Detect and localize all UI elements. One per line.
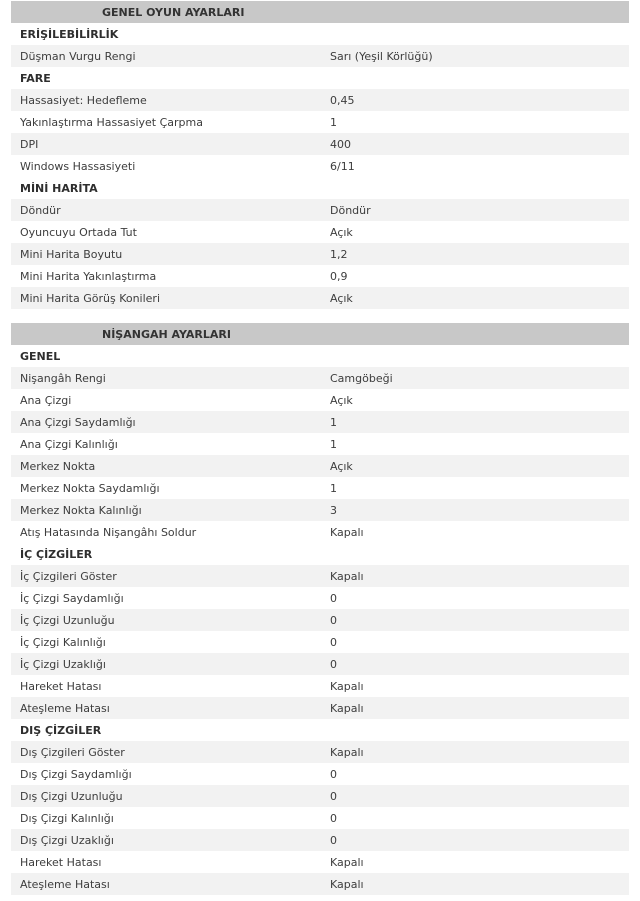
setting-name: Ana Çizgi [11, 389, 321, 411]
section-header-row [11, 719, 629, 741]
setting-value: Kapalı [321, 741, 629, 763]
section-header: FARE [11, 67, 629, 89]
setting-value: Kapalı [321, 851, 629, 873]
setting-value: Döndür [321, 199, 629, 221]
section-header: MİNİ HARİTA [11, 177, 629, 199]
table-row [11, 89, 629, 111]
table-row [11, 133, 629, 155]
table-row [11, 265, 629, 287]
setting-value: 0 [321, 763, 629, 785]
table-row [11, 221, 629, 243]
table-row [11, 521, 629, 543]
table-row [11, 785, 629, 807]
setting-value: Açık [321, 221, 629, 243]
setting-value: Açık [321, 455, 629, 477]
setting-value: 0 [321, 609, 629, 631]
setting-name: Nişangâh Rengi [11, 367, 321, 389]
setting-name: Mini Harita Yakınlaştırma [11, 265, 321, 287]
setting-value: 400 [321, 133, 629, 155]
setting-name: Ana Çizgi Kalınlığı [11, 433, 321, 455]
setting-value: Açık [321, 287, 629, 309]
setting-value: Kapalı [321, 675, 629, 697]
setting-name: Düşman Vurgu Rengi [11, 45, 321, 67]
setting-name: Hareket Hatası [11, 675, 321, 697]
setting-name: Ateşleme Hatası [11, 697, 321, 719]
table-title-cell [11, 323, 629, 345]
setting-value: Kapalı [321, 565, 629, 587]
table-row [11, 477, 629, 499]
table-row [11, 155, 629, 177]
setting-value: 0 [321, 807, 629, 829]
setting-name: Dış Çizgileri Göster [11, 741, 321, 763]
setting-name: İç Çizgi Uzunluğu [11, 609, 321, 631]
setting-value: 0 [321, 587, 629, 609]
general-game-settings-table [11, 1, 629, 309]
setting-name: Dış Çizgi Uzunluğu [11, 785, 321, 807]
table-title-cell [11, 1, 629, 23]
table-row [11, 697, 629, 719]
setting-value: Kapalı [321, 697, 629, 719]
table-row [11, 631, 629, 653]
setting-name: Merkez Nokta [11, 455, 321, 477]
setting-name: Ana Çizgi Saydamlığı [11, 411, 321, 433]
setting-name: DPI [11, 133, 321, 155]
section-header: ERİŞİLEBİLİRLİK [11, 23, 629, 45]
table-row [11, 199, 629, 221]
crosshair-settings-table [11, 323, 629, 895]
table-row [11, 609, 629, 631]
setting-value: 0 [321, 631, 629, 653]
setting-name: Ateşleme Hatası [11, 873, 321, 895]
section-header-row [11, 67, 629, 89]
setting-value: 1 [321, 111, 629, 133]
table-row [11, 565, 629, 587]
setting-name: İç Çizgi Kalınlığı [11, 631, 321, 653]
setting-value: 1 [321, 477, 629, 499]
setting-name: Merkez Nokta Kalınlığı [11, 499, 321, 521]
setting-name: Windows Hassasiyeti [11, 155, 321, 177]
table-row [11, 455, 629, 477]
section-header: İÇ ÇİZGİLER [11, 543, 629, 565]
setting-name: Mini Harita Boyutu [11, 243, 321, 265]
setting-name: Mini Harita Görüş Konileri [11, 287, 321, 309]
table-row [11, 367, 629, 389]
setting-name: Atış Hatasında Nişangâhı Soldur [11, 521, 321, 543]
setting-value: Kapalı [321, 521, 629, 543]
table-row [11, 741, 629, 763]
setting-value: Kapalı [321, 873, 629, 895]
setting-value: 0 [321, 785, 629, 807]
setting-value: 0,45 [321, 89, 629, 111]
table-row [11, 389, 629, 411]
setting-value: 3 [321, 499, 629, 521]
setting-value: 0 [321, 653, 629, 675]
table-row [11, 675, 629, 697]
setting-value: 1 [321, 433, 629, 455]
table-row [11, 45, 629, 67]
table-row [11, 587, 629, 609]
table-title: GENEL OYUN AYARLARI [102, 5, 245, 19]
table-title-row [11, 1, 629, 23]
setting-name: Döndür [11, 199, 321, 221]
setting-value: 0 [321, 829, 629, 851]
section-header-row [11, 345, 629, 367]
section-header-row [11, 23, 629, 45]
table-row [11, 829, 629, 851]
table-row [11, 433, 629, 455]
setting-name: İç Çizgileri Göster [11, 565, 321, 587]
setting-name: İç Çizgi Saydamlığı [11, 587, 321, 609]
setting-name: İç Çizgi Uzaklığı [11, 653, 321, 675]
setting-name: Yakınlaştırma Hassasiyet Çarpma [11, 111, 321, 133]
setting-name: Merkez Nokta Saydamlığı [11, 477, 321, 499]
table-row [11, 851, 629, 873]
setting-value: 1,2 [321, 243, 629, 265]
setting-value: 1 [321, 411, 629, 433]
table-row [11, 411, 629, 433]
section-header-row [11, 543, 629, 565]
table-title-row [11, 323, 629, 345]
table-title: NİŞANGAH AYARLARI [102, 327, 231, 341]
setting-name: Dış Çizgi Kalınlığı [11, 807, 321, 829]
table-row [11, 653, 629, 675]
setting-value: Açık [321, 389, 629, 411]
table-row [11, 873, 629, 895]
section-header-row [11, 177, 629, 199]
setting-name: Dış Çizgi Saydamlığı [11, 763, 321, 785]
setting-value: 6/11 [321, 155, 629, 177]
table-row [11, 111, 629, 133]
setting-name: Hareket Hatası [11, 851, 321, 873]
section-header: GENEL [11, 345, 629, 367]
setting-name: Hassasiyet: Hedefleme [11, 89, 321, 111]
table-row [11, 287, 629, 309]
setting-value: 0,9 [321, 265, 629, 287]
setting-value: Sarı (Yeşil Körlüğü) [321, 45, 629, 67]
setting-name: Dış Çizgi Uzaklığı [11, 829, 321, 851]
section-header: DIŞ ÇİZGİLER [11, 719, 629, 741]
table-row [11, 763, 629, 785]
table-row [11, 807, 629, 829]
table-row [11, 499, 629, 521]
setting-name: Oyuncuyu Ortada Tut [11, 221, 321, 243]
table-row [11, 243, 629, 265]
setting-value: Camgöbeği [321, 367, 629, 389]
